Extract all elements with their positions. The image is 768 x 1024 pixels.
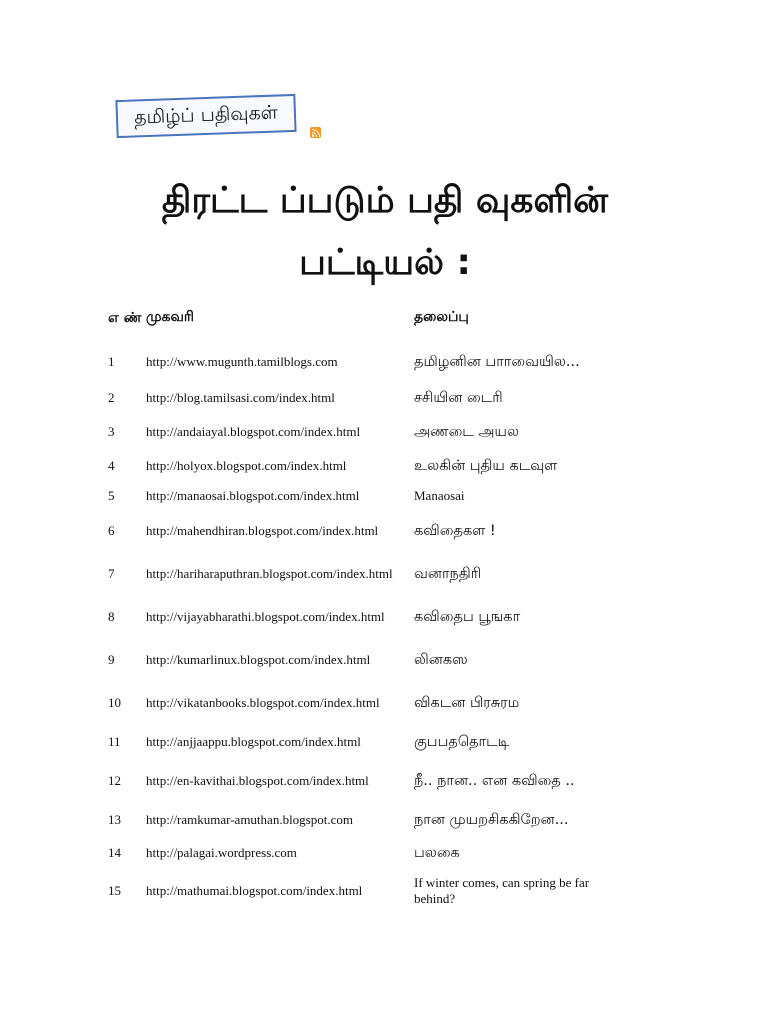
- table-header-row: [108, 293, 628, 343]
- page-title-line-1: திரட்ட ப்படும் பதி வுகளின்: [161, 180, 609, 221]
- table-row: [108, 725, 628, 759]
- table-row: [108, 595, 628, 639]
- row-number: 5: [108, 488, 115, 503]
- row-number: 15: [108, 883, 121, 898]
- table-row: [108, 639, 628, 681]
- table-row: [108, 553, 628, 595]
- row-url-link[interactable]: http://vijayabharathi.blogspot.com/index.html: [146, 609, 385, 624]
- row-url-link[interactable]: http://palagai.wordpress.com: [146, 845, 297, 860]
- row-number: 7: [108, 566, 115, 581]
- row-title: உலகின் புதிய கடவுள: [414, 457, 558, 474]
- row-url-link[interactable]: http://hariharaputhran.blogspot.com/index.html: [146, 566, 393, 581]
- row-title: விகடன பிரசுரம: [414, 694, 520, 711]
- column-header-number: எ ண்: [108, 310, 142, 326]
- row-title: நீ.. நான.. என கவிதை ..: [414, 772, 575, 789]
- column-header-title: தலைப்பு: [414, 309, 469, 325]
- table-row: [108, 681, 628, 725]
- row-url-link[interactable]: http://holyox.blogspot.com/index.html: [146, 458, 347, 473]
- page-title-line-2: பட்டியல் :: [299, 242, 471, 283]
- row-title: நான முயறசிககிறேன...: [414, 811, 569, 828]
- row-number: 2: [108, 390, 115, 405]
- row-title: Manaosai: [414, 488, 465, 503]
- row-title: கவிதைகள !: [414, 522, 496, 539]
- table-row: [108, 343, 628, 381]
- page-title: [100, 170, 670, 294]
- row-number: 6: [108, 523, 115, 538]
- row-title: லினகஸ: [414, 651, 468, 668]
- row-url-link[interactable]: http://manaosai.blogspot.com/index.html: [146, 488, 360, 503]
- site-logo[interactable]: [115, 94, 296, 138]
- row-url-link[interactable]: http://andaiayal.blogspot.com/index.html: [146, 424, 361, 439]
- table-row: [108, 759, 628, 803]
- table-row: [108, 837, 628, 869]
- row-url-link[interactable]: http://en-kavithai.blogspot.com/index.html: [146, 773, 369, 788]
- row-url-link[interactable]: http://anjjaappu.blogspot.com/index.html: [146, 734, 361, 749]
- row-title: தமிழனின பாாவையில...: [414, 353, 580, 370]
- row-number: 11: [108, 734, 121, 749]
- row-url-link[interactable]: http://mahendhiran.blogspot.com/index.html: [146, 523, 379, 538]
- row-number: 3: [108, 424, 115, 439]
- table-row: [108, 381, 628, 415]
- table-row: [108, 509, 628, 553]
- column-header-address: முகவரி: [146, 309, 194, 325]
- row-url-link[interactable]: http://mathumai.blogspot.com/index.html: [146, 883, 363, 898]
- row-number: 1: [108, 354, 115, 369]
- rss-icon[interactable]: [310, 127, 321, 138]
- blog-list-table: [108, 293, 628, 913]
- row-number: 10: [108, 695, 121, 710]
- row-title: பலகை: [414, 844, 460, 861]
- row-title: கவிதைப பூஙகா: [414, 608, 521, 625]
- table-row: [108, 449, 628, 483]
- row-url-link[interactable]: http://ramkumar-amuthan.blogspot.com: [146, 812, 353, 827]
- row-title: வனாநதிரி: [414, 565, 482, 582]
- table-row: [108, 803, 628, 837]
- row-title: குபபததொடடி: [414, 733, 510, 750]
- row-url-link[interactable]: http://vikatanbooks.blogspot.com/index.html: [146, 695, 380, 710]
- row-url-link[interactable]: http://blog.tamilsasi.com/index.html: [146, 390, 335, 405]
- row-number: 12: [108, 773, 121, 788]
- logo-text: தமிழ்ப் பதிவுகள்: [133, 100, 279, 129]
- row-url-link[interactable]: http://www.mugunth.tamilblogs.com: [146, 354, 338, 369]
- table-row: [108, 483, 628, 509]
- table-row: [108, 869, 628, 913]
- row-title: அணடை அயல: [414, 423, 520, 440]
- row-number: 9: [108, 652, 115, 667]
- row-number: 14: [108, 845, 121, 860]
- row-url-link[interactable]: http://kumarlinux.blogspot.com/index.html: [146, 652, 371, 667]
- row-number: 13: [108, 812, 121, 827]
- row-number: 4: [108, 458, 115, 473]
- table-row: [108, 415, 628, 449]
- row-title: சசியின டைரி: [414, 389, 503, 406]
- row-title: If winter comes, can spring be far behind?: [414, 875, 590, 906]
- row-number: 8: [108, 609, 115, 624]
